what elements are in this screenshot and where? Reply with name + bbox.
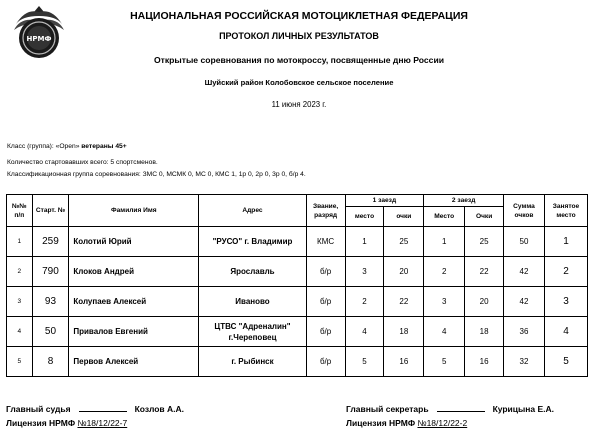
event-date: 11 июня 2023 г. [271, 100, 327, 109]
final-place: 1 [544, 227, 587, 257]
total-points: 36 [504, 317, 545, 347]
secretary-license [346, 418, 467, 428]
logo-text: НРМФ [26, 35, 52, 43]
address [199, 347, 306, 377]
race2-place: 2 [424, 257, 465, 287]
athlete-name: Привалов Евгений [69, 317, 199, 347]
race2-place: 5 [424, 347, 465, 377]
athlete-name: Первов Алексей [69, 347, 199, 377]
judge-license-label: Лицензия НРМФ [6, 418, 78, 428]
race1-points: 20 [384, 257, 424, 287]
address [199, 227, 306, 257]
start-number: 50 [32, 317, 69, 347]
start-number: 790 [32, 257, 69, 287]
row-number: 4 [7, 317, 33, 347]
race1-points: 16 [384, 347, 424, 377]
class-value: ветераны 45+ [81, 143, 127, 150]
rank: б/р [306, 257, 345, 287]
athlete-name: Колупаев Алексей [69, 287, 199, 317]
row-number: 5 [7, 347, 33, 377]
header-points1: очки [384, 207, 424, 227]
secretary-license-number: №18/12/22-2 [417, 418, 468, 428]
header-place2: Место [424, 207, 465, 227]
athlete-name: Клоков Андрей [69, 257, 199, 287]
event-place: Шуйский район Колобовское сельское поселение [204, 78, 394, 87]
results-table [6, 194, 588, 377]
race2-points: 25 [465, 227, 504, 257]
rank: б/р [306, 317, 345, 347]
judge-license-number: №18/12/22-7 [77, 418, 128, 428]
header-start: Старт. № [32, 195, 69, 227]
race1-place: 5 [345, 347, 384, 377]
address [199, 287, 306, 317]
header-num: №№ п/п [7, 195, 33, 227]
start-number: 259 [32, 227, 69, 257]
secretary-license-label: Лицензия НРМФ [346, 418, 418, 428]
chief-judge [6, 404, 184, 414]
header-name: Фамилия Имя [69, 195, 199, 227]
race1-place: 3 [345, 257, 384, 287]
table-row [7, 257, 588, 287]
race2-place: 4 [424, 317, 465, 347]
chief-secretary [346, 404, 554, 414]
judge-label: Главный судья [6, 404, 71, 414]
address [199, 257, 306, 287]
total-points: 32 [504, 347, 545, 377]
total-points: 42 [504, 287, 545, 317]
race2-place: 3 [424, 287, 465, 317]
final-place: 2 [544, 257, 587, 287]
table-row [7, 317, 588, 347]
address-line-1: Ярославль [230, 267, 275, 276]
document-title: ПРОТОКОЛ ЛИЧНЫХ РЕЗУЛЬТАТОВ [219, 31, 379, 41]
address-line-1: Иваново [235, 297, 270, 306]
race1-points: 25 [384, 227, 424, 257]
header-place1: место [345, 207, 384, 227]
address-line-1: ЦТВС "Адреналин" [214, 321, 291, 331]
address-line-1: г. Рыбинск [231, 357, 274, 366]
organization-title: НАЦИОНАЛЬНАЯ РОССИЙСКАЯ МОТОЦИКЛЕТНАЯ ФЕДЕРАЦИЯ [130, 10, 468, 22]
row-number: 3 [7, 287, 33, 317]
table-row [7, 347, 588, 377]
class-line [7, 143, 127, 150]
race1-place: 4 [345, 317, 384, 347]
judge-license [6, 418, 127, 428]
table-row [7, 287, 588, 317]
race1-place: 1 [345, 227, 384, 257]
rank: КМС [306, 227, 345, 257]
athlete-name: Колотий Юрий [69, 227, 199, 257]
judge-name: Козлов А.А. [134, 404, 185, 414]
final-place: 3 [544, 287, 587, 317]
starters-line: Количество стартовавших всего: 5 спортсменов. [7, 159, 158, 166]
start-number: 93 [32, 287, 69, 317]
final-place: 4 [544, 317, 587, 347]
row-number: 2 [7, 257, 33, 287]
race2-points: 16 [465, 347, 504, 377]
header-race1: 1 заезд [345, 195, 424, 207]
event-title: Открытые соревнования по мотокроссу, посвященные дню России [153, 55, 445, 65]
judge-signature-line [79, 411, 127, 412]
row-number: 1 [7, 227, 33, 257]
race2-points: 22 [465, 257, 504, 287]
race2-points: 18 [465, 317, 504, 347]
header-sum: Сумма очков [504, 195, 545, 227]
race2-points: 20 [465, 287, 504, 317]
rank: б/р [306, 347, 345, 377]
address [199, 317, 306, 347]
race1-points: 22 [384, 287, 424, 317]
header-race2: 2 заезд [424, 195, 504, 207]
classification-line: Классификационная группа соревнования: ЗМС 0, МСМК 0, МС 0, КМС 1, 1р 0, 2р 0, 3р 0, б/р 4. [7, 171, 306, 178]
table-row [7, 227, 588, 257]
race2-place: 1 [424, 227, 465, 257]
start-number: 8 [32, 347, 69, 377]
total-points: 42 [504, 257, 545, 287]
header-final: Занятое место [544, 195, 587, 227]
address-line-1: "РУСО" г. Владимир [212, 237, 293, 246]
race1-points: 18 [384, 317, 424, 347]
race1-place: 2 [345, 287, 384, 317]
class-prefix: Класс (группа): «Open» [7, 143, 82, 150]
header-address: Адрес [199, 195, 306, 227]
total-points: 50 [504, 227, 545, 257]
final-place: 5 [544, 347, 587, 377]
header-points2: Очки [465, 207, 504, 227]
header-rank: Звание, разряд [306, 195, 345, 227]
rank: б/р [306, 287, 345, 317]
address-line-2: г.Череповец [228, 332, 277, 342]
secretary-name: Курицына Е.А. [492, 404, 555, 414]
secretary-signature-line [437, 411, 485, 412]
secretary-label: Главный секретарь [346, 404, 429, 414]
